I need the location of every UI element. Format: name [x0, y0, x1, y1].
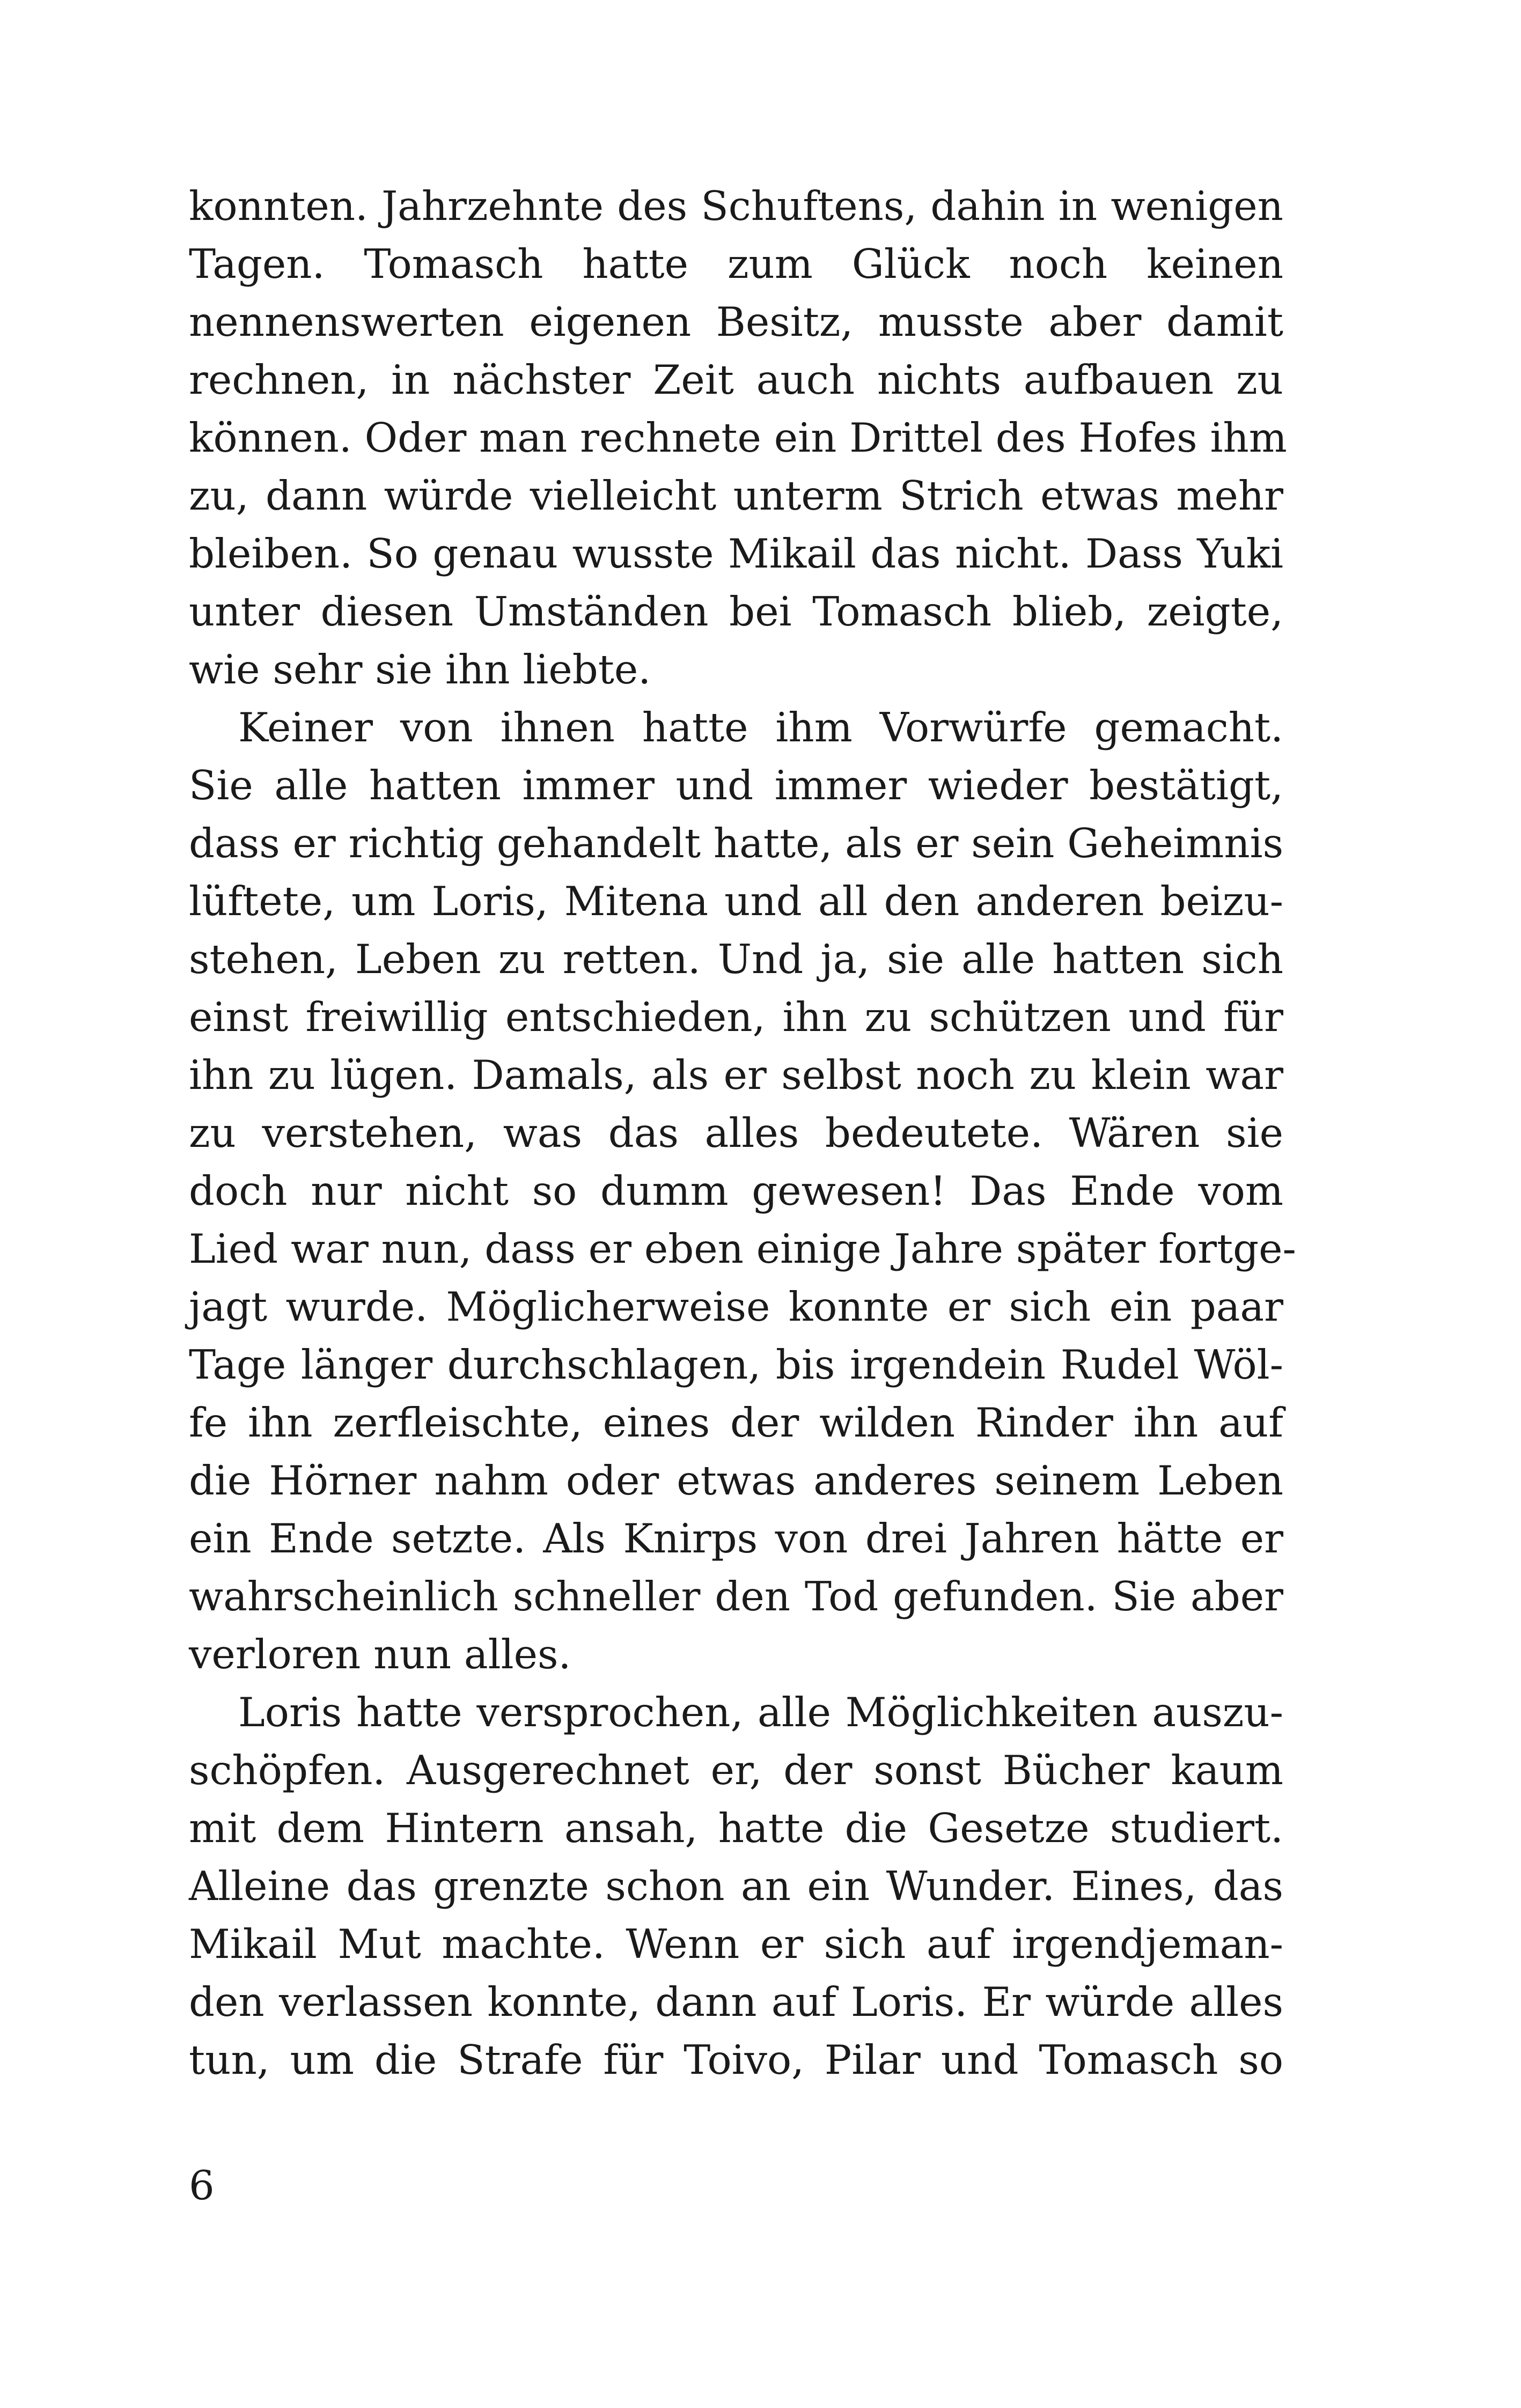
text-line: ein Ende setzte. Als Knirps von drei Jahren hätte er [189, 1515, 1283, 1562]
text-line: wie sehr sie ihn liebte. [189, 646, 651, 693]
text-line: Mikail Mut machte. Wenn er sich auf irgendjeman- [189, 1920, 1283, 1968]
text-line: zu verstehen, was das alles bedeutete. Wären sie [189, 1109, 1283, 1157]
text-line: zu, dann würde vielleicht unterm Strich etwas mehr [189, 472, 1283, 519]
paragraph-3 [189, 1683, 1283, 2089]
text-line: fe ihn zerfleischte, eines der wilden Rinder ihn auf [189, 1399, 1283, 1446]
text-line: Tage länger durchschlagen, bis irgendein Rudel Wöl- [189, 1341, 1283, 1388]
text-line: ihn zu lügen. Damals, als er selbst noch zu klein war [189, 1051, 1283, 1099]
text-line: Keiner von ihnen hatte ihm Vorwürfe gemacht. [238, 704, 1283, 751]
text-line: einst freiwillig entschieden, ihn zu schützen und für [189, 993, 1283, 1041]
text-line: stehen, Leben zu retten. Und ja, sie alle hatten sich [189, 936, 1283, 983]
paragraph-1 [189, 177, 1287, 698]
text-line: schöpfen. Ausgerechnet er, der sonst Bücher kaum [189, 1747, 1283, 1794]
text-line: rechnen, in nächster Zeit auch nichts aufbauen zu [189, 356, 1283, 403]
text-line: nennenswerten eigenen Besitz, musste aber damit [189, 298, 1283, 345]
text-line: jagt wurde. Möglicherweise konnte er sich ein paar [189, 1283, 1283, 1330]
text-line: dass er richtig gehandelt hatte, als er sein Geheimnis [189, 820, 1284, 867]
text-line: verloren nun alles. [189, 1631, 571, 1678]
paragraph-2 [189, 698, 1296, 1683]
text-line: die Hörner nahm oder etwas anderes seinem Leben [189, 1457, 1283, 1504]
text-line: lüftete, um Loris, Mitena und all den anderen beizu- [189, 878, 1283, 925]
text-line: Loris hatte versprochen, alle Möglichkeiten auszu- [238, 1689, 1283, 1736]
text-line: bleiben. So genau wusste Mikail das nicht. Dass Yuki [189, 530, 1283, 577]
text-line: doch nur nicht so dumm gewesen! Das Ende vom [189, 1167, 1283, 1214]
text-line: Sie alle hatten immer und immer wieder bestätigt, [189, 762, 1283, 809]
text-line: tun, um die Strafe für Toivo, Pilar und Tomasch so [189, 2036, 1283, 2083]
text-line: unter diesen Umständen bei Tomasch blieb, zeigte, [189, 588, 1283, 635]
text-line: mit dem Hintern ansah, hatte die Gesetze studiert. [189, 1805, 1283, 1852]
text-line: wahrscheinlich schneller den Tod gefunden. Sie aber [189, 1573, 1283, 1620]
page-number: 6 [189, 2162, 215, 2209]
text-line: den verlassen konnte, dann auf Loris. Er würde alles [189, 1978, 1283, 2026]
body-text [189, 177, 1296, 2089]
text-line: können. Oder man rechnete ein Drittel des Hofes ihm [189, 414, 1287, 461]
text-line: Alleine das grenzte schon an ein Wunder. Eines, das [189, 1862, 1283, 1910]
text-line: konnten. Jahrzehnte des Schuftens, dahin in wenigen [189, 182, 1283, 230]
text-line: Lied war nun, dass er eben einige Jahre später fortge- [189, 1225, 1296, 1272]
text-line: Tagen. Tomasch hatte zum Glück noch keinen [189, 240, 1283, 288]
